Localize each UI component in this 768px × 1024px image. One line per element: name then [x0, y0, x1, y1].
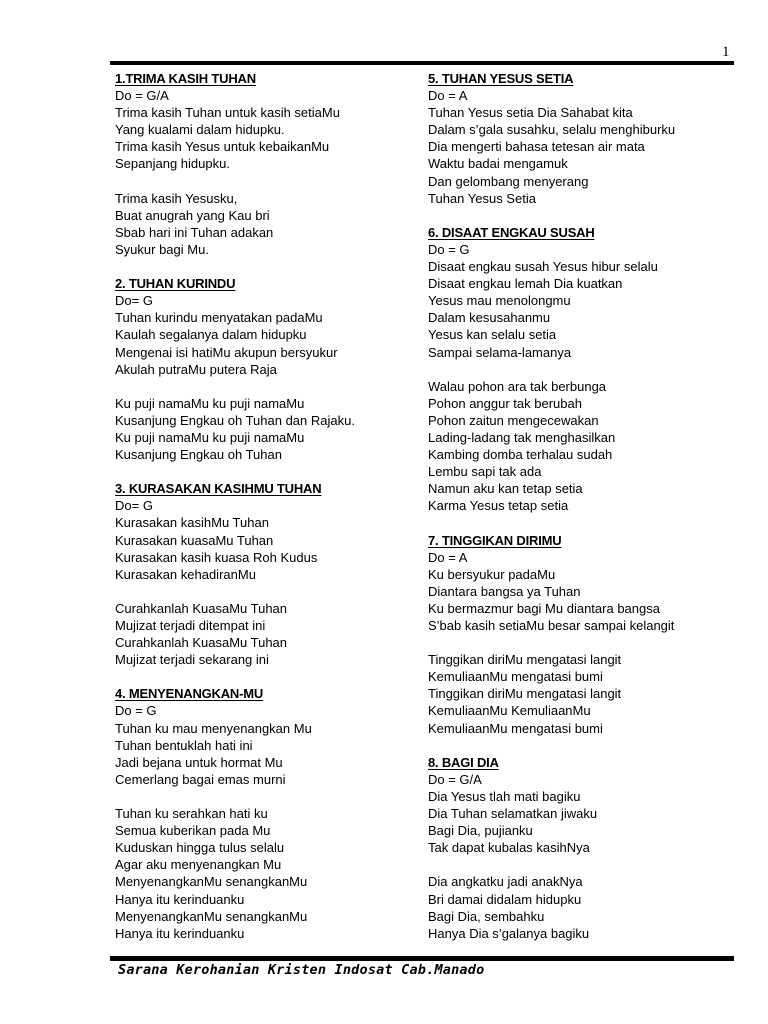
song-key: Do = A	[428, 88, 468, 104]
song-block	[428, 224, 728, 515]
lyric-line: Bri damai didalam hidupku	[428, 891, 582, 907]
lyric-line: Tuhan Yesus setia Dia Sahabat kita	[428, 105, 633, 121]
lyric-line: Cemerlang bagai emas murni	[115, 771, 286, 787]
song-key: Do = G	[428, 241, 470, 257]
lyric-line: Mujizat terjadi sekarang ini	[115, 652, 269, 668]
lyric-line: Mengenai isi hatiMu akupun bersyukur	[115, 344, 338, 360]
stanza-gap	[428, 634, 728, 651]
song-block	[115, 685, 415, 941]
lyric-line: Syukur bagi Mu.	[115, 241, 209, 257]
lyric-line: Hanya Dia s’galanya bagiku	[428, 925, 590, 941]
lyric-line: Kurasakan kuasaMu Tuhan	[115, 532, 274, 548]
lyric-line: KemuliaanMu mengatasi bumi	[428, 669, 603, 685]
lyric-line: Kusanjung Engkau oh Tuhan	[115, 447, 282, 463]
lyric-line: Dalam kesusahanmu	[428, 310, 551, 326]
lyric-line: Disaat engkau lemah Dia kuatkan	[428, 276, 623, 292]
lyric-line: Trima kasih Yesusku,	[115, 190, 238, 206]
song-title: 4. MENYENANGKAN-MU	[115, 686, 264, 702]
lyric-line: Yang kualami dalam hidupku.	[115, 122, 285, 138]
lyric-line: KemuliaanMu KemuliaanMu	[428, 703, 591, 719]
lyric-line: Kurasakan kasih kuasa Roh Kudus	[115, 549, 318, 565]
lyric-line: Kaulah segalanya dalam hidupku	[115, 327, 307, 343]
song-block	[428, 70, 728, 207]
song-block	[115, 70, 415, 258]
lyric-line: Semua kuberikan pada Mu	[115, 823, 271, 839]
lyric-line: Dalam s’gala susahku, selalu menghiburku	[428, 122, 676, 138]
lyric-line: Pohon anggur tak berubah	[428, 395, 582, 411]
lyric-line: Lembu sapi tak ada	[428, 464, 542, 480]
stanza-gap	[428, 856, 728, 873]
lyric-line: Mujizat terjadi ditempat ini	[115, 618, 266, 633]
lyric-line: Ku bermazmur bagi Mu diantara bangsa	[428, 600, 660, 616]
song-block	[115, 275, 415, 463]
lyric-line: Hanya itu kerinduanku	[115, 925, 245, 941]
lyric-line: Sbab hari ini Tuhan adakan	[115, 224, 274, 240]
song-title: 7. TINGGIKAN DIRIMU	[428, 532, 562, 548]
stanza-gap	[428, 361, 728, 378]
lyric-line: Tinggikan diriMu mengatasi langit	[428, 686, 622, 702]
lyric-line: Tak dapat kubalas kasihNya	[428, 840, 590, 856]
stanza-gap	[115, 173, 415, 190]
lyric-line: Yesus kan selalu setia	[428, 327, 557, 343]
lyric-line: Kuduskan hingga tulus selalu	[115, 840, 285, 856]
stanza-gap	[115, 583, 415, 600]
lyric-line: Curahkanlah KuasaMu Tuhan	[115, 600, 288, 616]
lyric-line: KemuliaanMu mengatasi bumi	[428, 720, 603, 736]
lyric-line: MenyenangkanMu senangkanMu	[115, 908, 308, 924]
lyric-line: Karma Yesus tetap setia	[428, 498, 569, 514]
song-title: 5. TUHAN YESUS SETIA	[428, 71, 574, 86]
stanza-gap	[115, 788, 415, 805]
footer-rule	[110, 956, 734, 961]
header-rule	[110, 61, 734, 65]
lyric-line: Tuhan kurindu menyatakan padaMu	[115, 310, 323, 326]
song-column-right	[428, 70, 728, 942]
song-key: Do = G/A	[428, 771, 482, 787]
song-key: Do= G	[115, 498, 153, 514]
song-column-left	[115, 70, 415, 942]
lyric-line: Trima kasih Tuhan untuk kasih setiaMu	[115, 105, 340, 121]
song-title: 2. TUHAN KURINDU	[115, 276, 236, 292]
lyric-line: Dia angkatku jadi anakNya	[428, 874, 583, 890]
song-title: 6. DISAAT ENGKAU SUSAH	[428, 224, 595, 240]
lyric-line: Tinggikan diriMu mengatasi langit	[428, 652, 622, 668]
lyric-line: Akulah putraMu putera Raja	[115, 361, 277, 377]
lyric-line: Kambing domba terhalau sudah	[428, 447, 613, 463]
lyric-line: Tuhan ku serahkan hati ku	[115, 806, 268, 822]
lyric-line: Dia Yesus tlah mati bagiku	[428, 788, 581, 804]
song-title: 3. KURASAKAN KASIHMU TUHAN	[115, 481, 322, 497]
lyric-line: Hanya itu kerinduanku	[115, 891, 245, 907]
lyric-line: Pohon zaitun mengecewakan	[428, 412, 599, 428]
lyric-line: Bagi Dia, pujianku	[428, 823, 533, 839]
lyric-line: Kusanjung Engkau oh Tuhan dan Rajaku.	[115, 412, 355, 428]
lyric-line: Dia Tuhan selamatkan jiwaku	[428, 806, 598, 822]
lyric-line: S’bab kasih setiaMu besar sampai kelangit	[428, 618, 675, 633]
lyric-line: Lading-ladang tak menghasilkan	[428, 429, 616, 445]
lyric-line: Walau pohon ara tak berbunga	[428, 378, 607, 394]
page-number: 1	[722, 44, 730, 60]
song-block	[115, 480, 415, 668]
song-title: 8. BAGI DIA	[428, 754, 499, 770]
song-key: Do = G/A	[115, 88, 169, 104]
lyric-line: Tuhan Yesus Setia	[428, 190, 536, 206]
lyric-line: Tuhan ku mau menyenangkan Mu	[115, 720, 312, 736]
song-title: 1.TRIMA KASIH TUHAN	[115, 71, 256, 86]
song-key: Do= G	[115, 293, 153, 309]
lyric-line: Namun aku kan tetap setia	[428, 481, 583, 497]
lyric-line: Kurasakan kehadiranMu	[115, 566, 256, 582]
lyric-line: Waktu badai mengamuk	[428, 156, 568, 172]
lyric-line: Ku bersyukur padaMu	[428, 566, 556, 582]
lyric-line: Diantara bangsa ya Tuhan	[428, 583, 581, 599]
lyric-line: Buat anugrah yang Kau bri	[115, 207, 270, 223]
song-block	[428, 532, 728, 737]
lyric-line: Sampai selama-lamanya	[428, 344, 572, 360]
song-key: Do = A	[428, 549, 468, 565]
lyric-line: Dan gelombang menyerang	[428, 173, 589, 189]
footer-text: Sarana Kerohanian Kristen Indosat Cab.Manado	[118, 962, 485, 978]
lyric-line: Yesus mau menolongmu	[428, 293, 571, 309]
lyric-line: Tuhan bentuklah hati ini	[115, 737, 253, 753]
lyric-line: Ku puji namaMu ku puji namaMu	[115, 395, 305, 411]
lyric-line: Trima kasih Yesus untuk kebaikanMu	[115, 139, 330, 155]
lyric-line: Agar aku menyenangkan Mu	[115, 857, 282, 873]
stanza-gap	[115, 378, 415, 395]
lyric-line: MenyenangkanMu senangkanMu	[115, 874, 308, 890]
lyric-line: Jadi bejana untuk hormat Mu	[115, 754, 283, 770]
lyric-line: Ku puji namaMu ku puji namaMu	[115, 429, 305, 445]
lyric-line: Sepanjang hidupku.	[115, 156, 230, 172]
lyric-line: Bagi Dia, sembahku	[428, 908, 545, 924]
lyric-line: Dia mengerti bahasa tetesan air mata	[428, 139, 645, 155]
song-key: Do = G	[115, 703, 157, 719]
lyric-line: Kurasakan kasihMu Tuhan	[115, 515, 269, 531]
song-block	[428, 754, 728, 942]
lyric-line: Disaat engkau susah Yesus hibur selalu	[428, 259, 658, 275]
lyric-line: Curahkanlah KuasaMu Tuhan	[115, 635, 288, 651]
